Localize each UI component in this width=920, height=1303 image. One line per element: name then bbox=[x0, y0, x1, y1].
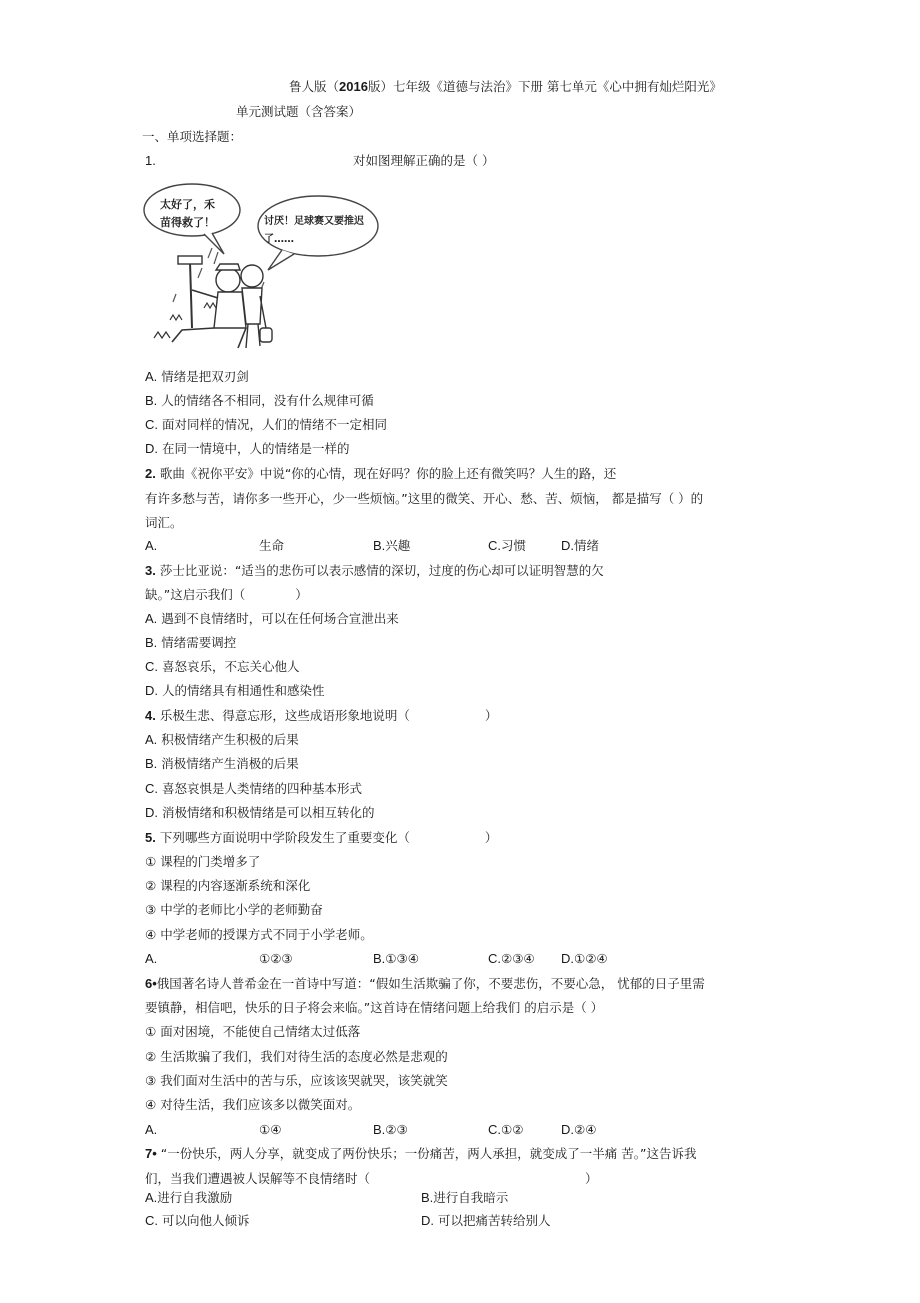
circled-number-3: ③ bbox=[145, 902, 157, 917]
option-label: A. bbox=[145, 1190, 158, 1205]
option-text: ①② bbox=[501, 1122, 524, 1137]
question-3-stem-line2: 缺。”这启示我们（ ） bbox=[145, 587, 308, 602]
option-text: ②④ bbox=[574, 1122, 597, 1137]
option-label: D. bbox=[145, 683, 158, 698]
question-4-stem bbox=[145, 707, 497, 725]
circled-number-1: ① bbox=[145, 854, 157, 869]
option-label: B. bbox=[145, 393, 158, 408]
option-label: C. bbox=[488, 1122, 501, 1137]
question-6-option-a-label[interactable]: A. bbox=[145, 1122, 158, 1137]
stem-text: 乐极生悲、得意忘形，这些成语形象地说明（ ） bbox=[159, 708, 498, 723]
item-text: 课程的内容逐渐系统和深化 bbox=[160, 878, 311, 893]
question-7-stem-line1 bbox=[145, 1145, 696, 1163]
question-6-item-4 bbox=[145, 1096, 360, 1114]
stem-text: “一份快乐，两人分享，就变成了两份快乐；一份痛苦，两人承担，就变成了一半痛 苦。”这告诉我 bbox=[160, 1146, 697, 1161]
item-text: 课程的门类增多了 bbox=[160, 854, 261, 869]
question-7-option-c[interactable] bbox=[145, 1212, 250, 1230]
question-1-stem: 对如图理解正确的是（ ） bbox=[353, 153, 495, 168]
question-4-option-d[interactable] bbox=[145, 804, 375, 822]
question-6-option-c[interactable] bbox=[488, 1121, 523, 1139]
question-5-option-b[interactable] bbox=[373, 950, 419, 968]
option-label: B. bbox=[373, 1122, 386, 1137]
question-5-option-a-label[interactable]: A. bbox=[145, 951, 158, 966]
question-3-option-a[interactable] bbox=[145, 610, 399, 628]
option-text: 兴趣 bbox=[385, 538, 411, 553]
question-1-option-b[interactable] bbox=[145, 392, 374, 410]
title-prefix: 鲁人版（ bbox=[289, 79, 340, 94]
circled-number-2: ② bbox=[145, 1049, 157, 1064]
option-text: 消极情绪和积极情绪是可以相互转化的 bbox=[161, 805, 375, 820]
question-5-option-c[interactable] bbox=[488, 950, 535, 968]
question-6-stem-line1 bbox=[145, 975, 705, 993]
question-5-item-1 bbox=[145, 853, 260, 871]
question-7-option-b[interactable] bbox=[421, 1189, 508, 1207]
question-6-item-1 bbox=[145, 1023, 360, 1041]
question-2-option-a-text[interactable]: 生命 bbox=[259, 538, 285, 553]
item-text: 对待生活，我们应该多以微笑面对。 bbox=[160, 1097, 361, 1112]
question-5-option-a-text[interactable]: ①②③ bbox=[259, 951, 293, 966]
question-1-option-d[interactable] bbox=[145, 440, 350, 458]
question-2-stem-line1 bbox=[145, 465, 616, 483]
question-3-option-b[interactable] bbox=[145, 634, 236, 652]
question-1-number: 1. bbox=[145, 153, 156, 168]
question-5-stem bbox=[145, 829, 497, 847]
bubble-right-line2: 了…… bbox=[264, 234, 294, 245]
item-text: 面对困境，不能使自己情绪太过低落 bbox=[160, 1024, 361, 1039]
option-text: 可以把痛苦转给别人 bbox=[437, 1213, 551, 1228]
title-year: 2016 bbox=[339, 79, 368, 94]
option-label: A. bbox=[145, 611, 158, 626]
question-5-item-2 bbox=[145, 877, 310, 895]
option-label: B. bbox=[145, 756, 158, 771]
question-5-item-3 bbox=[145, 901, 323, 919]
question-7-option-a[interactable] bbox=[145, 1189, 232, 1207]
option-label: B. bbox=[145, 635, 158, 650]
option-text: 进行自我暗示 bbox=[433, 1190, 509, 1205]
question-6-stem-line2: 要镇静，相信吧，快乐的日子将会来临。”这首诗在情绪问题上给我们 的启示是（ ） bbox=[145, 1000, 604, 1015]
question-4-option-b[interactable] bbox=[145, 755, 299, 773]
question-1-option-a[interactable] bbox=[145, 368, 249, 386]
option-text: ②③ bbox=[385, 1122, 408, 1137]
question-2-stem-line3: 词汇。 bbox=[145, 515, 183, 530]
option-text: 可以向他人倾诉 bbox=[161, 1213, 250, 1228]
option-text: ①②④ bbox=[574, 951, 608, 966]
option-text: 情绪是把双刃剑 bbox=[161, 369, 249, 384]
question-6-item-2 bbox=[145, 1048, 448, 1066]
question-2-option-d[interactable] bbox=[561, 537, 599, 555]
option-text: 情绪需要调控 bbox=[161, 635, 237, 650]
option-text: 进行自我激励 bbox=[157, 1190, 233, 1205]
option-text: ①③④ bbox=[385, 951, 419, 966]
option-text: 习惯 bbox=[501, 538, 527, 553]
option-label: C. bbox=[488, 951, 501, 966]
item-text: 生活欺骗了我们，我们对待生活的态度必然是悲观的 bbox=[160, 1049, 448, 1064]
document-title-line1 bbox=[289, 78, 722, 96]
question-5-number: 5. bbox=[145, 830, 156, 845]
stem-text: 下列哪些方面说明中学阶段发生了重要变化（ ） bbox=[159, 830, 498, 845]
question-6-option-b[interactable] bbox=[373, 1121, 408, 1139]
circled-number-4: ④ bbox=[145, 1097, 157, 1112]
question-6-item-3 bbox=[145, 1072, 448, 1090]
option-text: ②③④ bbox=[501, 951, 535, 966]
option-text: 积极情绪产生积极的后果 bbox=[161, 732, 299, 747]
option-label: C. bbox=[488, 538, 501, 553]
item-text: 我们面对生活中的苦与乐，应该该哭就哭，该笑就笑 bbox=[160, 1073, 448, 1088]
circled-number-4: ④ bbox=[145, 927, 157, 942]
option-label: C. bbox=[145, 1213, 158, 1228]
question-3-option-d[interactable] bbox=[145, 682, 325, 700]
option-label: B. bbox=[373, 538, 386, 553]
question-1-option-c[interactable] bbox=[145, 416, 387, 434]
bubble-left-line1: 太好了，禾 bbox=[160, 198, 215, 211]
cartoon-figure bbox=[142, 178, 382, 353]
option-label: C. bbox=[145, 781, 158, 796]
question-7-number: 7• bbox=[145, 1146, 157, 1161]
stem-text: 俄国著名诗人普希金在一首诗中写道：“假如生活欺骗了你，不要悲伤，不要心急， 忧郁的日子里需 bbox=[156, 976, 705, 991]
question-2-number: 2. bbox=[145, 466, 156, 481]
option-text: 遇到不良情绪时，可以在任何场合宣泄出来 bbox=[161, 611, 399, 626]
option-label: D. bbox=[561, 951, 574, 966]
option-text: 面对同样的情况，人们的情绪不一定相同 bbox=[161, 417, 387, 432]
stem-text: 莎士比亚说：“适当的悲伤可以表示感情的深切，过度的伤心却可以证明智慧的欠 bbox=[159, 563, 604, 578]
question-7-option-d[interactable] bbox=[421, 1212, 551, 1230]
question-4-option-c[interactable] bbox=[145, 780, 362, 798]
stem-text: 歌曲《祝你平安》中说“你的心情，现在好吗？你的脸上还有微笑吗？人生的路，还 bbox=[159, 466, 617, 481]
question-6-option-d[interactable] bbox=[561, 1121, 596, 1139]
option-label: B. bbox=[421, 1190, 434, 1205]
option-label: C. bbox=[145, 417, 158, 432]
cartoon-illustration-icon bbox=[142, 178, 382, 353]
question-5-item-4 bbox=[145, 926, 373, 944]
option-text: 喜怒哀乐，不忘关心他人 bbox=[161, 659, 300, 674]
bubble-left-line2: 苗得救了！ bbox=[160, 216, 215, 229]
option-label: D. bbox=[145, 441, 158, 456]
question-7-stem-line2: 们，当我们遭遇被人误解等不良情绪时（ bbox=[145, 1171, 371, 1186]
option-label: D. bbox=[561, 1122, 574, 1137]
question-2-stem-line2: 有许多愁与苦，请你多一些开心，少一些烦恼。”这里的微笑、开心、愁、苦、烦恼， 都是描写（ ）的 bbox=[145, 491, 704, 506]
option-label: B. bbox=[373, 951, 386, 966]
question-3-stem-line1 bbox=[145, 562, 604, 580]
option-text: 人的情绪各不相同，没有什么规律可循 bbox=[161, 393, 374, 408]
question-3-option-c[interactable] bbox=[145, 658, 300, 676]
option-text: 在同一情境中，人的情绪是一样的 bbox=[161, 441, 350, 456]
title-suffix: 版）七年级《道德与法治》下册 第七单元《心中拥有灿烂阳光》 bbox=[367, 79, 722, 94]
question-2-option-b[interactable] bbox=[373, 537, 410, 555]
option-label: D. bbox=[421, 1213, 434, 1228]
circled-number-1: ① bbox=[145, 1024, 157, 1039]
question-4-option-a[interactable] bbox=[145, 731, 299, 749]
item-text: 中学的老师比小学的老师勤奋 bbox=[160, 902, 323, 917]
question-4-number: 4. bbox=[145, 708, 156, 723]
option-text: 人的情绪具有相通性和感染性 bbox=[161, 683, 325, 698]
option-label: D. bbox=[145, 805, 158, 820]
item-text: 中学老师的授课方式不同于小学老师。 bbox=[160, 927, 373, 942]
bubble-right-line1: 讨厌！足球赛又要推迟 bbox=[264, 216, 364, 227]
circled-number-2: ② bbox=[145, 878, 157, 893]
question-2-option-c[interactable] bbox=[488, 537, 526, 555]
question-6-option-a-text[interactable]: ①④ bbox=[259, 1122, 282, 1137]
option-text: 喜怒哀惧是人类情绪的四种基本形式 bbox=[161, 781, 362, 796]
question-3-number: 3. bbox=[145, 563, 156, 578]
option-text: 消极情绪产生消极的后果 bbox=[161, 756, 299, 771]
option-label: A. bbox=[145, 732, 158, 747]
question-5-option-d[interactable] bbox=[561, 950, 608, 968]
option-text: 情绪 bbox=[574, 538, 600, 553]
option-label: C. bbox=[145, 659, 158, 674]
question-6-number: 6• bbox=[145, 976, 157, 991]
circled-number-3: ③ bbox=[145, 1073, 157, 1088]
document-title-line2: 单元测试题（含答案） bbox=[236, 104, 362, 119]
option-label: A. bbox=[145, 369, 158, 384]
option-label: D. bbox=[561, 538, 574, 553]
section-heading: 一、单项选择题： bbox=[142, 129, 243, 144]
question-2-option-a-label[interactable]: A. bbox=[145, 538, 158, 553]
question-7-stem-close-paren: ） bbox=[585, 1171, 598, 1186]
